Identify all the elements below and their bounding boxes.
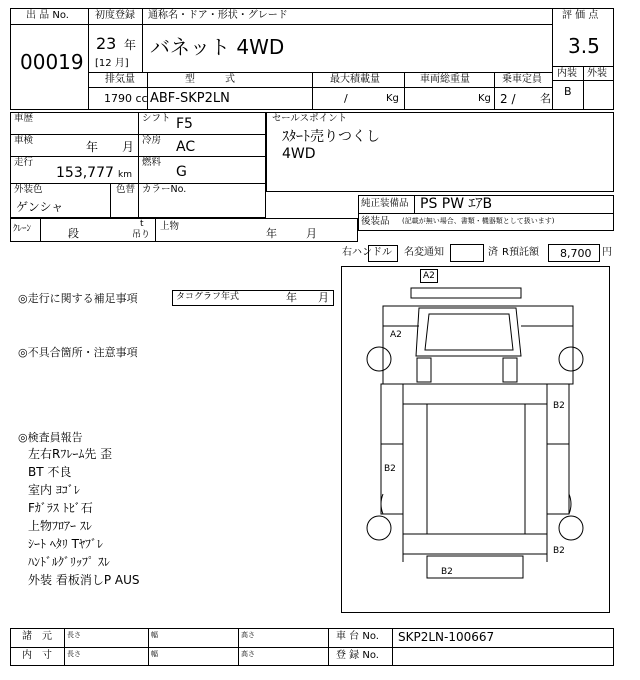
recycle-prefix: 済	[488, 247, 498, 258]
divider	[583, 66, 584, 110]
model-code-label: 型 式	[185, 74, 235, 85]
cab-outline	[383, 306, 573, 384]
mirror-left	[417, 358, 431, 382]
spec-row-label: 諸 元	[22, 631, 52, 642]
mileage-unit: km	[118, 170, 132, 180]
standard-equipment: PS PW ｴｱB	[420, 196, 493, 212]
capacity-label: 乗車定員	[502, 74, 542, 85]
height-label: 高さ	[241, 631, 255, 639]
divider	[10, 24, 552, 25]
capacity-unit: 名	[540, 92, 551, 105]
roof-year: 年	[266, 227, 277, 240]
roof-label: 上物	[160, 221, 180, 232]
reg-label: 登 録 No.	[336, 650, 379, 661]
inspector-line: ﾊﾝﾄﾞﾙｸﾞﾘｯﾌﾟ ｽﾚ	[28, 555, 110, 569]
divider	[10, 156, 266, 157]
color-code-label: カラーNo.	[142, 184, 187, 195]
wheel	[559, 516, 583, 540]
divider	[10, 647, 614, 648]
year-unit: 年	[124, 38, 137, 52]
divider	[110, 183, 111, 218]
sales-point-line: ｽﾀｰﾄ売りつくし	[282, 129, 380, 145]
wheel	[559, 347, 583, 371]
divider	[10, 183, 266, 184]
fuel-label: 燃料	[142, 157, 162, 168]
divider	[238, 628, 239, 666]
displacement: 1790 cc	[104, 92, 148, 105]
crane-ton-unit: t	[140, 219, 144, 229]
interior-label: 内装	[557, 68, 577, 79]
divider	[155, 218, 156, 242]
aftermarket-label: 後装品	[361, 216, 390, 227]
wheel	[367, 347, 391, 371]
fuel: G	[176, 164, 187, 180]
history-label: 車歴	[14, 113, 34, 124]
divider	[142, 8, 143, 24]
divider	[552, 80, 614, 81]
divider	[148, 628, 149, 666]
model-name: バネット 4WD	[150, 35, 285, 59]
mileage-label: 走行	[14, 157, 34, 168]
sales-point-box	[266, 112, 614, 192]
inner-row-label: 内 寸	[22, 650, 52, 661]
divider	[88, 87, 552, 88]
inspector-line: Fｶﾞﾗｽ ﾄﾋﾞ石	[28, 501, 93, 515]
inspector-label: ◎検査員報告	[18, 431, 83, 444]
recycle-unit: 円	[602, 247, 612, 258]
shift-label: シフト	[142, 113, 171, 124]
divider	[392, 628, 393, 666]
damage-mark: B2	[553, 401, 565, 411]
model-code: ABF-SKP2LN	[150, 91, 230, 106]
color-no-label: 色替	[116, 184, 136, 195]
first-reg-month: [12 月]	[95, 58, 129, 69]
divider	[358, 213, 614, 214]
divider	[138, 112, 139, 218]
max-load-unit: Kg	[386, 93, 399, 104]
divider	[328, 628, 329, 666]
length-label: 長さ	[67, 631, 81, 639]
divider	[312, 72, 313, 110]
driving-notes-label: ◎走行に関する補足事項	[18, 292, 138, 305]
width-label: 幅	[151, 631, 158, 639]
recycle-label: R預託額	[502, 247, 539, 258]
name-change-label: 名変通知	[404, 247, 444, 258]
shift: F5	[176, 116, 193, 132]
inspector-line: 左右Rﾌﾚｰﾑ先 歪	[28, 447, 113, 461]
damage-mark: B2	[553, 546, 565, 556]
divider	[142, 24, 143, 72]
defects-label: ◎不具合箇所・注意事項	[18, 346, 138, 359]
divider	[40, 218, 41, 242]
divider	[10, 134, 266, 135]
inspector-line: 上物ﾌﾛｱｰ ｽﾚ	[28, 519, 92, 533]
damage-mark: A2	[423, 271, 435, 281]
damage-mark: B2	[384, 464, 396, 474]
gross-weight-label: 車両総重量	[420, 74, 470, 85]
damage-mark: A2	[390, 330, 402, 340]
divider	[64, 628, 65, 666]
divider	[494, 72, 495, 110]
grade: 3.5	[568, 34, 600, 58]
divider	[404, 72, 405, 110]
shaken-month: 月	[122, 140, 135, 154]
crane-hanging: 吊り	[132, 230, 151, 240]
length-label: 長さ	[67, 650, 81, 658]
width-label: 幅	[151, 650, 158, 658]
color: ゲンシャ	[16, 200, 64, 214]
inspector-line: 外装 看板消しP AUS	[28, 573, 140, 587]
sales-point-label: セールスポイント	[272, 113, 348, 124]
height-label: 高さ	[241, 650, 255, 658]
chassis-no: SKP2LN-100667	[398, 630, 495, 644]
mirror-right	[503, 358, 517, 382]
interior-grade: B	[564, 85, 572, 98]
inspector-line: 室内 ﾖｺﾞﾚ	[28, 483, 80, 497]
max-load-sep: /	[344, 92, 348, 105]
displacement-label: 排気量	[105, 74, 135, 85]
gross-weight-unit: Kg	[478, 93, 491, 104]
color-label: 外装色	[14, 184, 43, 195]
divider	[552, 8, 553, 110]
sales-point-line: 4WD	[282, 146, 316, 162]
recycle-amount: 8,700	[560, 247, 592, 260]
windshield	[416, 308, 521, 356]
shaken-year: 年	[86, 140, 99, 154]
shaken-label: 車検	[14, 135, 34, 146]
ac-label: 冷房	[142, 135, 162, 146]
inspector-line: BT 不良	[28, 465, 72, 479]
crane-stage-unit: 段	[68, 227, 79, 240]
lot-no: 00019	[20, 50, 84, 74]
roof-month: 月	[306, 227, 317, 240]
wheel	[367, 516, 391, 540]
first-reg-label: 初度登録	[95, 10, 135, 21]
grade-label: 評 価 点	[562, 10, 599, 21]
name-change-box	[450, 244, 484, 262]
capacity: 2 /	[500, 92, 516, 106]
tacho-month: 月	[318, 291, 329, 304]
ac: AC	[176, 139, 196, 155]
inspector-line: ｼｰﾄ ﾍﾀﾘ Tﾔﾌﾞﾚ	[28, 537, 103, 551]
crane-label: ｸﾚｰﾝ	[13, 224, 32, 234]
lot-no-label: 出 品 No.	[26, 10, 69, 21]
divider	[414, 195, 415, 213]
tacho-label: タコグラフ年式	[176, 292, 240, 302]
mileage: 153,777	[56, 165, 114, 181]
chassis-label: 車 台 No.	[336, 631, 379, 642]
max-load-label: 最大積載量	[330, 74, 380, 85]
standard-equipment-label: 純正装備品	[361, 198, 409, 209]
divider	[88, 72, 552, 73]
damage-mark: B2	[441, 567, 453, 577]
exterior-label: 外装	[587, 68, 607, 79]
aftermarket-note: (記載が無い場合、書類・機器類として扱います)	[402, 217, 555, 225]
front-bumper	[411, 288, 521, 298]
rhd-flag: 右ハンドル	[342, 247, 392, 258]
first-reg-year: 23	[96, 34, 117, 53]
truck-diagram	[341, 266, 610, 613]
model-name-label: 通称名・ドア・形状・グレード	[148, 10, 288, 21]
tacho-year: 年	[286, 291, 297, 304]
